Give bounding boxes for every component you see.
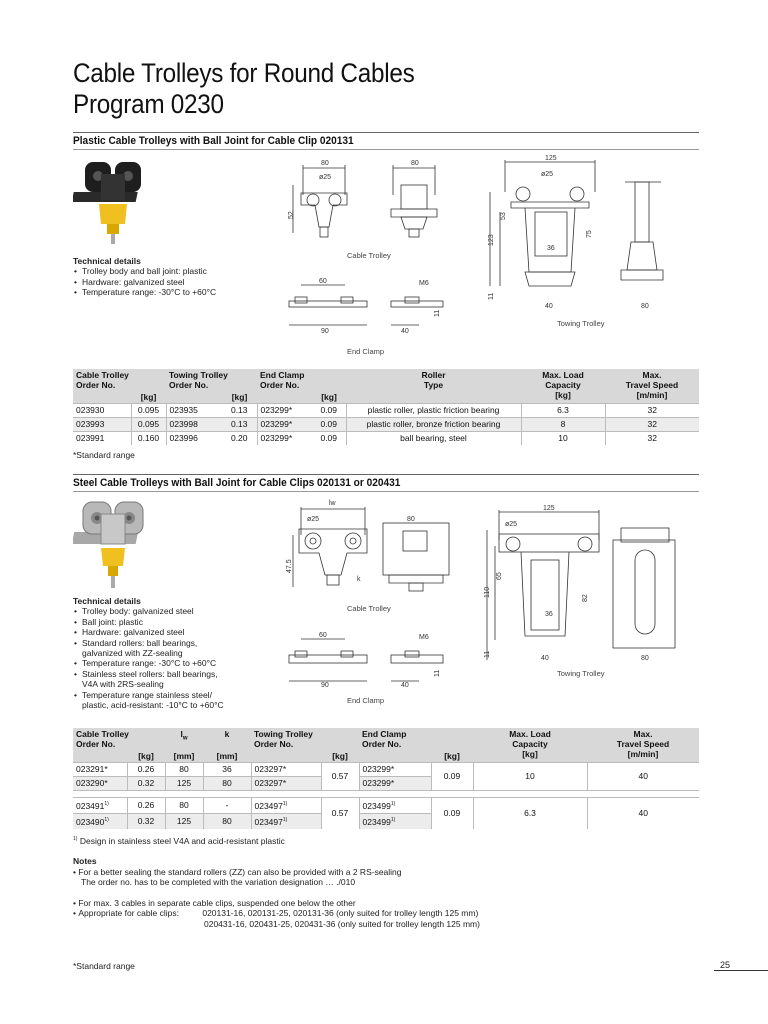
section-divider bbox=[73, 474, 699, 475]
table-row: 023290* 0.32 125 80 023297* 023299* bbox=[73, 777, 699, 791]
end-clamp-label: End Clamp bbox=[347, 347, 385, 356]
dim-40: 40 bbox=[401, 682, 409, 689]
dim-65: 65 bbox=[496, 572, 503, 580]
plastic-trolley-table: Cable Trolley Order No. Towing Trolley Order No. End Clamp Order No. Roller Type Max. Load Capacity [kg] Max. Travel Speed [m/min] [kg] [kg] [kg] 023930 0.095 023935 0.13 023299* 0.09 plastic roller, plastic friction bearing 6.3 32 023993 0.095 023998 0.13 023299* 0.09 plastic roller, bronze friction bearing 8 32 023991 0.160 023996 0.20 023299* 0.09 ball bearing, steel 10 32 bbox=[73, 369, 699, 445]
dim-40: 40 bbox=[545, 303, 553, 310]
plastic-trolley-photo bbox=[73, 158, 151, 248]
dim-lw: lw bbox=[329, 500, 336, 507]
dim-80: 80 bbox=[641, 303, 649, 310]
dim-80: 80 bbox=[407, 516, 415, 523]
dim-80: 80 bbox=[641, 655, 649, 662]
dim-80: 80 bbox=[411, 160, 419, 167]
dim-11: 11 bbox=[484, 650, 491, 658]
dim-47-5: 47.5 bbox=[286, 559, 293, 573]
dim-diameter-25: ø25 bbox=[505, 521, 518, 528]
cable-trolley-drawing-plastic bbox=[283, 155, 453, 265]
section-divider bbox=[73, 149, 699, 150]
dim-90: 90 bbox=[321, 328, 329, 335]
dim-82: 82 bbox=[582, 594, 589, 602]
table-row: 023291* 0.26 80 36 023297* 0.57 023299* 0.09 10 40 bbox=[73, 763, 699, 777]
table-row: 023490$^{1)}$ 0.32 125 80 023497$^{1)}$ 023499$^{1)}$ bbox=[73, 813, 699, 828]
towing-trolley-drawing-plastic bbox=[485, 152, 685, 317]
dim-80: 80 bbox=[321, 160, 329, 167]
cable-trolley-drawing-steel bbox=[283, 495, 453, 605]
dim-m6: M6 bbox=[419, 634, 429, 641]
stainless-footnote: $^{1)}$ Design in stainless steel V4A and acid-resistant plastic bbox=[73, 836, 285, 846]
towing-trolley-drawing-steel bbox=[485, 500, 685, 668]
dim-11: 11 bbox=[434, 309, 441, 317]
steel-trolley-photo bbox=[73, 500, 153, 592]
section-heading-steel: Steel Cable Trolleys with Ball Joint for Cable Clips 020131 or 020431 bbox=[73, 477, 401, 489]
steel-trolley-table: Cable Trolley Order No. $l_w$ k Towing Trolley Order No. End Clamp Order No. Max. Load Capacity [kg] Max. Travel Speed [m/min] [kg] [mm] [mm] [kg] [kg] 023291* 0.26 80 36 023297* 0.57 023299* 0.09 10 40 023290* 0.32 125 80 023297* 023299* 023491$^{1)}$ 0.26 80 - 023497$^{1)}$ 0.57 023499$^{1)}$ 0.09 6.3 40 023490$^{1)}$ 0.32 125 80 023497$^{1)}$ 023499$^{1)}$ bbox=[73, 728, 699, 829]
page-title: Cable Trolleys for Round Cables Program 0230 bbox=[73, 58, 415, 119]
table-row: 023491$^{1)}$ 0.26 80 - 023497$^{1)}$ 0.57 023499$^{1)}$ 0.09 6.3 40 bbox=[73, 798, 699, 814]
dim-m6: M6 bbox=[419, 280, 429, 287]
section-heading-plastic: Plastic Cable Trolleys with Ball Joint for Cable Clip 020131 bbox=[73, 135, 354, 147]
page-number-rule bbox=[714, 970, 768, 971]
dim-75: 75 bbox=[586, 230, 593, 238]
dim-11: 11 bbox=[488, 292, 495, 300]
notes-section: Notes • For a better sealing the standard rollers (ZZ) can also be provided with a 2 RS-sealing The order no. has to be completed with the variation designation … ./010 • For max. 3 cables in separate cable clips, suspended one below the other • Appropriate for cable clips: 020131-16, 020131-25, 020131-36 (only suited for trolley length 125 mm) 020431-16, 020431-25, 020431-36 (only suited for trolley length 125 mm) bbox=[73, 856, 480, 929]
table-row: 023991 0.160 023996 0.20 023299* 0.09 ball bearing, steel 10 32 bbox=[73, 432, 699, 446]
dim-k: k bbox=[357, 576, 361, 583]
dim-60: 60 bbox=[319, 278, 327, 285]
dim-diameter-25: ø25 bbox=[319, 174, 332, 181]
section-divider bbox=[73, 132, 699, 133]
dim-36: 36 bbox=[545, 611, 553, 618]
dim-diameter-25: ø25 bbox=[541, 171, 554, 178]
tech-details-steel: Technical details • Trolley body: galvanized steel • Ball joint: plastic • Hardware: galvanized steel • Standard rollers: ball bearings, galvanized with ZZ-sealing • Temperature range: -30°C to +60°C • Stainless steel rollers: ball bearings, V4A with 2RS-sealing • Temperature range stainless steel/ plastic, acid-resistant: -10°C to +60°C bbox=[73, 596, 224, 710]
end-clamp-label: End Clamp bbox=[347, 696, 385, 705]
dim-40: 40 bbox=[401, 328, 409, 335]
dim-110: 110 bbox=[484, 586, 491, 598]
standard-range-note: *Standard range bbox=[73, 450, 135, 460]
towing-trolley-label: Towing Trolley bbox=[557, 319, 605, 328]
section-divider bbox=[73, 491, 699, 492]
cable-trolley-label: Cable Trolley bbox=[347, 604, 391, 613]
towing-trolley-label: Towing Trolley bbox=[557, 669, 605, 678]
dim-125: 125 bbox=[545, 155, 557, 162]
dim-53: 53 bbox=[500, 212, 507, 220]
dim-11: 11 bbox=[434, 669, 441, 677]
table-row: 023930 0.095 023935 0.13 023299* 0.09 plastic roller, plastic friction bearing 6.3 32 bbox=[73, 404, 699, 418]
dim-125: 125 bbox=[543, 505, 555, 512]
dim-123: 123 bbox=[488, 234, 495, 246]
tech-details-plastic: Technical details • Trolley body and ball joint: plastic • Hardware: galvanized steel • Temperature range: -30°C to +60°C bbox=[73, 256, 216, 298]
page-number: 25 bbox=[720, 960, 731, 970]
dim-52: 52 bbox=[288, 211, 295, 219]
dim-36: 36 bbox=[547, 245, 555, 252]
end-clamp-drawing-steel bbox=[283, 629, 453, 695]
dim-diameter-25: ø25 bbox=[307, 516, 320, 523]
dim-90: 90 bbox=[321, 682, 329, 689]
dim-60: 60 bbox=[319, 632, 327, 639]
end-clamp-drawing-plastic bbox=[283, 275, 453, 343]
table-row: 023993 0.095 023998 0.13 023299* 0.09 plastic roller, bronze friction bearing 8 32 bbox=[73, 418, 699, 432]
cable-trolley-label: Cable Trolley bbox=[347, 251, 391, 260]
dim-40: 40 bbox=[541, 655, 549, 662]
footer-standard-range: *Standard range bbox=[73, 961, 135, 971]
